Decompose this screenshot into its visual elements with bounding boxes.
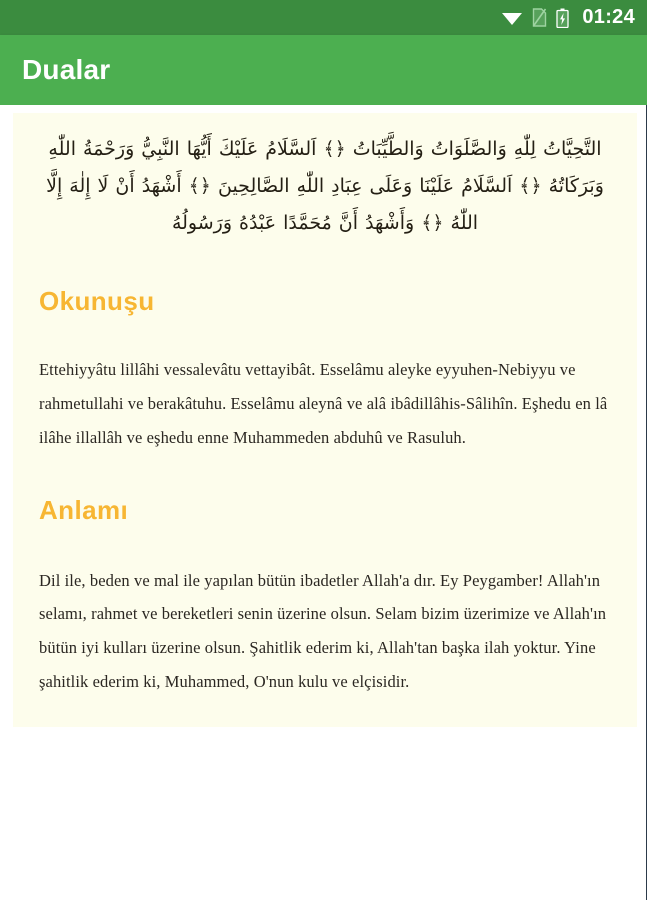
status-bar [0, 0, 647, 35]
page-title: Dualar [22, 54, 111, 85]
battery-charging-icon [556, 8, 569, 28]
wifi-icon [501, 9, 523, 26]
transliteration-text: Ettehiyyâtu lillâhi vessalevâtu vettayibât. Esselâmu aleyke eyyuhen-Nebiyyu ve rahmetullahi ve berakâtuhu. Esselâmu aleynâ ve alâ ibâdillâhis-Sâlihîn. Eşhedu en lâ ilâhe illallâh ve eşhedu enne Muhammeden abduhû ve Rasuluh. [39, 360, 608, 447]
sim-card-icon [532, 8, 547, 27]
content-area[interactable] [0, 105, 647, 900]
arabic-prayer-text: التَّحِيَّاتُ لِلّٰهِ وَالصَّلَوَاتُ وَالطَّيِّبَاتُ ﴿﴾ اَلسَّلَامُ عَلَيْكَ أَيُّهَا النَّبِيُّ وَرَحْمَةُ اللّٰهِ وَبَرَكَاتُهُ ﴿﴾ اَلسَّلَامُ عَلَيْنَا وَعَلَى عِبَادِ اللّٰهِ الصَّالِحِينَ ﴿﴾ أَشْهَدُ أَنْ لَا إِلٰهَ إِلَّا اللّٰهُ ﴿﴾ وَأَشْهَدُ أَنَّ مُحَمَّدًا عَبْدُهُ وَرَسُولُهُ [46, 138, 604, 235]
status-bar-clock: 01:24 [582, 6, 635, 28]
prayer-card [13, 113, 637, 727]
status-bar-icons [501, 6, 635, 29]
app-bar [0, 35, 647, 105]
meaning-text: Dil ile, beden ve mal ile yapılan bütün ibadetler Allah'a dır. Ey Peygamber! Allah'ın selamı, rahmet ve bereketleri senin üzerine olsun. Selam bizim üzerimize ve Allah'ın bütün iyi kulları üzerine olsun. Şahitlik ederim ki, Allah'tan başka ilah yoktur. Yine şahitlik ederim ki, Muhammed, O'nun kulu ve elçisidir. [39, 570, 607, 692]
section-heading-anlami: Anlamı [39, 494, 129, 525]
section-heading-okunusu: Okunuşu [39, 286, 155, 317]
